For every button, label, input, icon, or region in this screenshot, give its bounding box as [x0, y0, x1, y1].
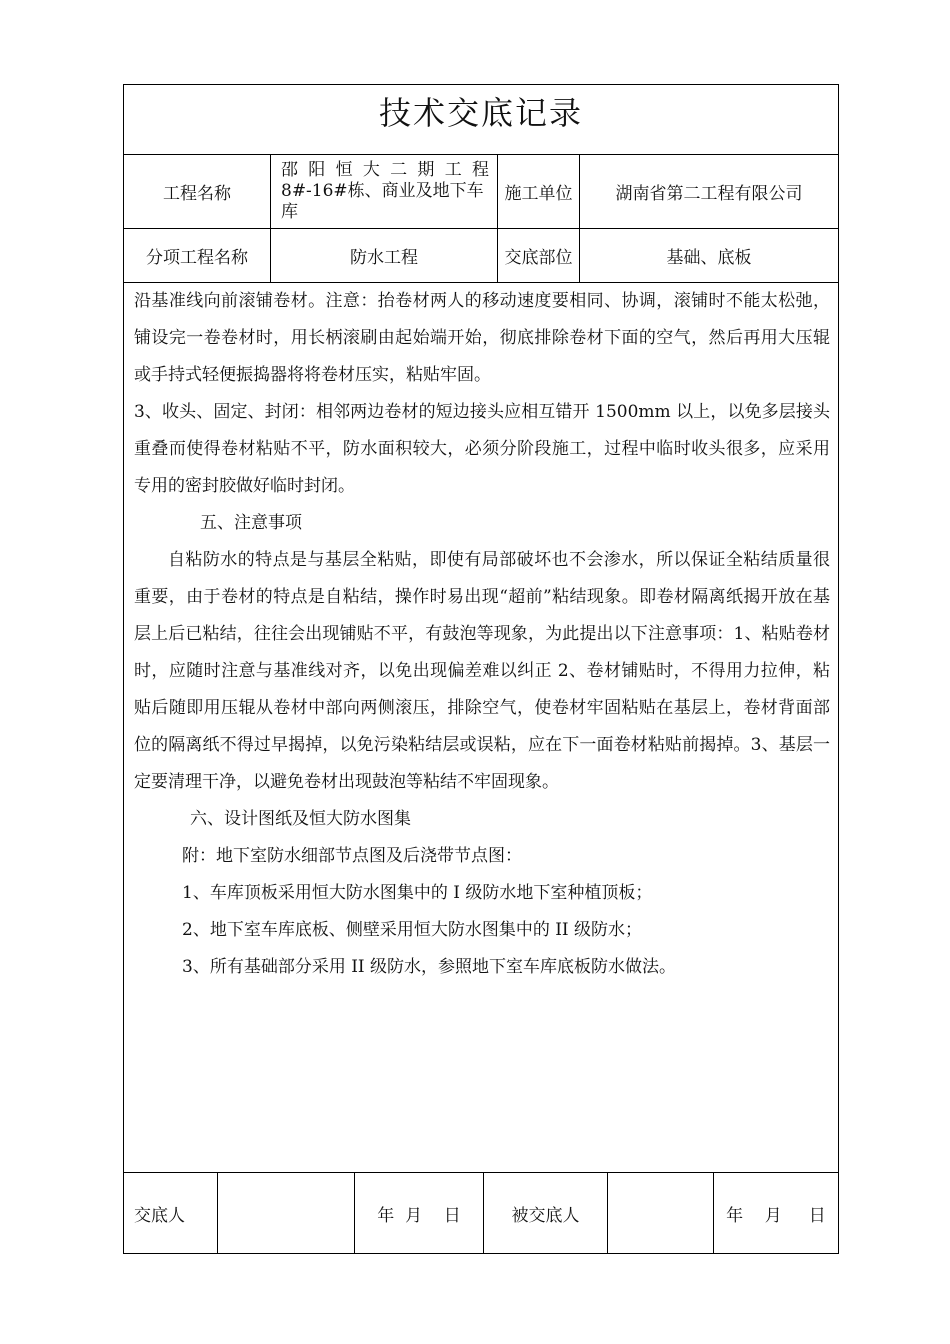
list-item-2: 2、地下室车库底板、侧壁采用恒大防水图集中的 II 级防水； — [182, 920, 643, 940]
subproject-row — [124, 228, 838, 282]
content-body — [134, 283, 830, 986]
receiver-label: 被交底人 — [511, 1206, 580, 1226]
discloser-label: 交底人 — [134, 1206, 185, 1226]
signature-row — [124, 1172, 838, 1254]
paragraph-3: 自粘防水的特点是与基层全粘贴，即使有局部破坏也不会渗水，所以保证全粘结质量很重要，由于卷材的特点是自粘结，操作时易出现“超前”粘结现象。即卷材隔离纸揭开放在基层上后已粘结，往往会出现铺贴不平，有鼓泡等现象，为此提出以下注意事项：1、粘贴卷材时，应随时注意与基准线对齐，以免出现偏差难以纠正 2、卷材铺贴时，不得用力拉伸，粘贴后随即用压辊从卷材中部向两侧滚压，排除空气，使卷材牢固粘贴在基层上，卷材背面部位的隔离纸不得过早揭掉，以免污染粘结层或误粘，应在下一面卷材粘贴前揭掉。3、基层一定要清理干净，以避免卷材出现鼓泡等粘结不牢固现象。 — [134, 550, 830, 792]
project-name-line1: 邵阳恒大二期工程 — [281, 160, 489, 180]
receiver-signature — [608, 1173, 713, 1254]
location-label: 交底部位 — [504, 248, 573, 268]
sub-project-label: 分项工程名称 — [146, 248, 248, 268]
location-value: 基础、底板 — [666, 248, 752, 268]
contractor-label: 施工单位 — [504, 184, 573, 204]
sub-project-value: 防水工程 — [350, 248, 418, 268]
paragraph-2: 3、收头、固定、封闭：相邻两边卷材的短边接头应相互错开 1500mm 以上，以免多层接头重叠而使得卷材粘贴不平，防水面积较大，必须分阶段施工，过程中临时收头很多，应采用专用的密封胶做好临时封闭。 — [134, 402, 830, 496]
project-name-label: 工程名称 — [163, 184, 231, 204]
section-5-heading: 五、注意事项 — [200, 513, 302, 533]
discloser-date: 年 月 日 — [377, 1206, 461, 1226]
receiver-date: 年 月 日 — [726, 1206, 826, 1226]
project-name-value — [271, 155, 497, 228]
disclosure-form — [123, 84, 839, 1254]
section-6-heading: 六、设计图纸及恒大防水图集 — [190, 809, 411, 829]
content-area — [124, 282, 838, 1172]
form-title: 技术交底记录 — [378, 94, 583, 132]
list-item-1: 1、车库顶板采用恒大防水图集中的 I 级防水地下室种植顶板； — [182, 883, 653, 903]
paragraph-1: 沿基准线向前滚铺卷材。注意：抬卷材两人的移动速度要相同、协调，滚铺时不能太松弛，铺设完一卷卷材时，用长柄滚刷由起始端开始，彻底排除卷材下面的空气，然后再用大压辊或手持式轻便振捣器将将卷材压实，粘贴牢固。 — [134, 291, 830, 385]
project-name-rest: 8#-16#栋、商业及地下车库 — [281, 181, 484, 222]
contractor-value: 湖南省第二工程有限公司 — [615, 184, 803, 204]
title-row — [124, 85, 838, 154]
attachment-note: 附：地下室防水细部节点图及后浇带节点图： — [182, 846, 522, 866]
list-item-3: 3、所有基础部分采用 II 级防水，参照地下室车库底板防水做法。 — [182, 957, 677, 977]
discloser-signature — [218, 1173, 354, 1254]
project-row — [124, 154, 838, 228]
